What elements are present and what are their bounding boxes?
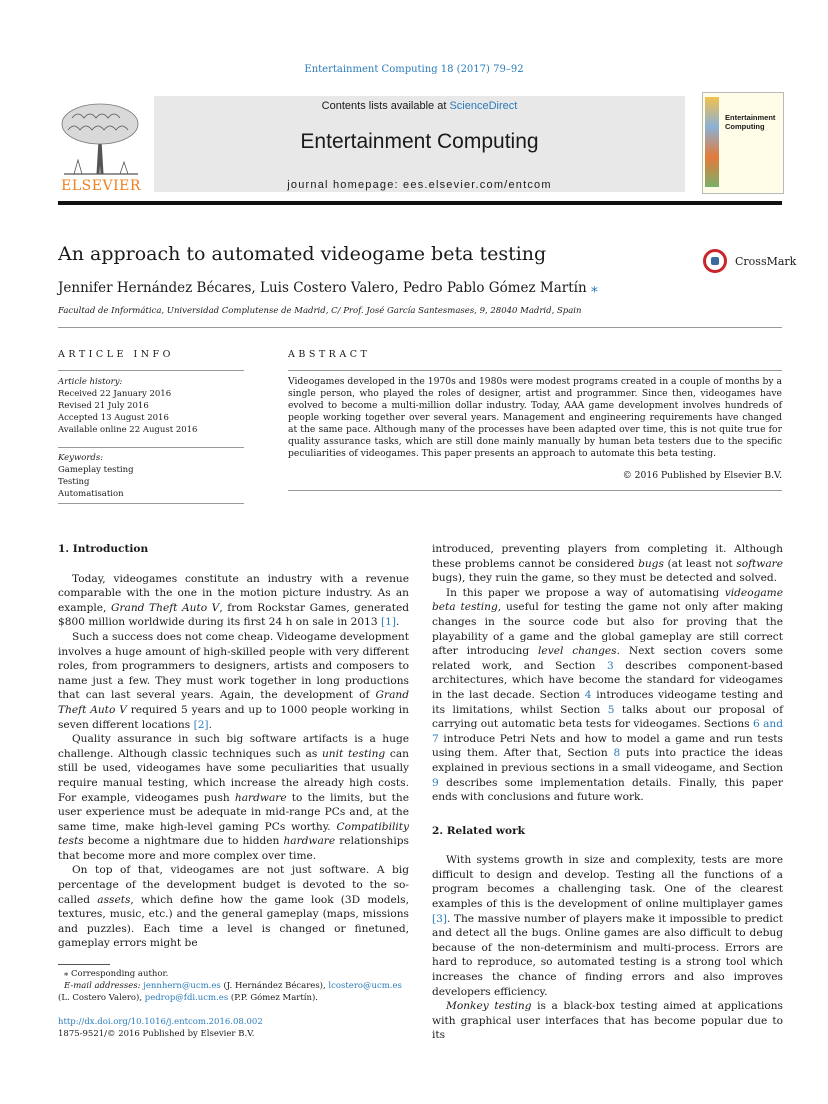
elsevier-logo [58,100,144,194]
contents-line [154,100,685,112]
doi-link[interactable]: http://dx.doi.org/10.1016/j.entcom.2016.08.002 [58,1017,263,1027]
cover-stripe [705,97,719,187]
journal-masthead [154,96,685,192]
corresponding-author-note: Corresponding author. [70,969,169,979]
footnote [58,968,409,1004]
email-owner: (J. Hernández Bécares), [223,981,326,991]
paragraph: Monkey testing is a black-box testing aimed at applications with graphical user interfaces that has become popular due to its [432,1000,783,1042]
contents-prefix: Contents lists available at [321,100,450,112]
doi-block [58,1016,409,1040]
journal-reference[interactable]: Entertainment Computing 18 (2017) 79–92 [304,64,524,75]
journal-cover-thumbnail [702,92,784,194]
divider [288,370,782,371]
authors-text: Jennifer Hernández Bécares, Luis Costero Valero, Pedro Pablo Gómez Martín [58,280,587,296]
abstract-text: Videogames developed in the 1970s and 1980s were modest programs created in a couple of months by a single person, who played the roles of designer, artist and programmer. Since then, videogames have evolved to become a multi-million dollar industry. Today, AAA game development involves hundreds of people working together over several years. Management and engineering requirements have changed at the same pace. Although many of the processes have been adapted over time, this is not quite true for quality assurance tasks, which are still done mainly manually by human beta testers due to the specific peculiarities of videogames. This paper presents an approach to automate this beta testing. [288,376,782,459]
journal-name: Entertainment Computing [300,130,539,153]
email-owner: (L. Costero Valero), [58,993,143,1003]
paragraph: Quality assurance in such big software artifacts is a huge challenge. Although classic techniques such as unit testing can still be used, videogames have some peculiarities that usually require manual testing, which increase the already high costs. For example, videogames push hardware to the limits, but the user experience must be adequate in mid-range PCs and, at the same time, make high-level gaming PCs worthy. Compatibility tests become a nightmare due to hidden hardware relationships that become more and more complex over time. [58,733,409,862]
abstract-heading: ABSTRACT [288,349,371,360]
crossmark-icon [703,249,727,273]
tree-logo-icon [58,100,144,176]
history-item: Revised 21 July 2016 [58,401,149,411]
email-owner: (P.P. Gómez Martín). [230,993,318,1003]
issn-line: 1875-9521/© 2016 Published by Elsevier B.V. [58,1029,255,1039]
email-link[interactable]: lcostero@ucm.es [328,981,402,991]
keyword: Testing [58,477,90,487]
paragraph: Such a success does not come cheap. Videogame development involves a huge amount of high-skilled people with very different roles, from programmers to designers, artists and composers to name just a few. They must work together in long productions that can last several years. Again, the development of Grand Theft Auto V required 5 years and up to 1000 people working in seven different locations [2]. [58,630,409,731]
paragraph: Today, videogames constitute an industry with a revenue comparable with the one in the motion picture industry. As an example, Grand Theft Auto V, from Rockstar Games, generated $800 million worldwide during its first 24 h on sale in 2013 [1]. [58,572,409,629]
corresponding-author-marker[interactable]: ⁎ [590,280,598,296]
article-title: An approach to automated videogame beta testing [58,243,547,265]
section-heading-related-work: 2. Related work [432,824,526,837]
keyword: Gameplay testing [58,465,134,475]
footnote-marker: ⁎ [64,969,69,979]
affiliation: Facultad de Informática, Universidad Complutense de Madrid, C/ Prof. José García Santesmases, 9, 28040 Madrid, Spain [58,306,582,316]
body-left-column [58,542,409,951]
paragraph: In this paper we propose a way of automatising videogame beta testing, useful for testing the game not only after making changes in the source code but also for proving that the playability of a game and the global gameplay are still correct after introducing level changes. Next section covers some related work, and Section 3 describes component-based architectures, which have become the standard for videogames in the last decade. Section 4 introduces videogame testing and its limitations, whilst Section 5 talks about our proposal of carrying out automatic beta tests for videogames. Sections 6 and 7 introduce Petri Nets and how to model a game and run tests using them. After that, Section 8 puts into practice the ideas explained in previous sections in a small videogame, and Section 9 describes some implementation details. Finally, this paper ends with conclusions and future work. [432,586,783,804]
divider [288,490,782,491]
section-heading-introduction: 1. Introduction [58,543,149,555]
history-label: Article history: [58,377,123,387]
abstract-copyright: © 2016 Published by Elsevier B.V. [622,470,782,481]
divider [58,503,244,504]
divider [58,370,244,371]
author-list [58,280,598,296]
body-right-column [432,542,783,1043]
divider [58,327,782,328]
keywords [58,452,244,500]
crossmark-label: CrossMark [735,255,797,268]
article-history [58,376,244,436]
header-divider [58,201,782,205]
publisher-name: ELSEVIER [61,178,141,194]
article-info-heading: ARTICLE INFO [58,349,174,360]
paragraph: With systems growth in size and complexity, tests are more difficult to design and develop. Testing all the functions of a program becomes a challenging task. One of the clearest examples of this is the development of online multiplayer games [3]. The massive number of players make it impossible to predict and detect all the bugs. Online games are also difficult to debug because of the non-determinism and multi-process. Errors are hard to reproduce, so automated testing is a strong tool which increases the chance of finding errors and also improves developers efficiency. [432,854,783,998]
crossmark-badge[interactable] [703,249,797,279]
email-label: E-mail addresses: [64,981,141,991]
sciencedirect-link[interactable]: ScienceDirect [449,100,518,112]
cover-title: Entertainment Computing [725,113,776,131]
email-link[interactable]: jennhern@ucm.es [143,981,221,991]
journal-homepage[interactable]: journal homepage: ees.elsevier.com/entcom [287,179,552,191]
paragraph: On top of that, videogames are not just software. A big percentage of the development budget is devoted to the so-called assets, which define how the game look (3D models, textures, music, etc.) and the general gameplay (maps, missions and puzzles). Each time a level is changed or finetuned, gameplay errors might be [58,864,409,950]
paragraph: introduced, preventing players from completing it. Although these problems cannot be considered bugs (at least not software bugs), they ruin the game, so they must be detected and solved. [432,543,783,585]
history-item: Available online 22 August 2016 [58,425,198,435]
divider [58,447,244,448]
email-link[interactable]: pedrop@fdi.ucm.es [144,993,229,1003]
footnote-divider [58,964,110,965]
history-item: Received 22 January 2016 [58,389,172,399]
keywords-label: Keywords: [58,453,104,463]
history-item: Accepted 13 August 2016 [58,413,169,423]
keyword: Automatisation [58,489,124,499]
